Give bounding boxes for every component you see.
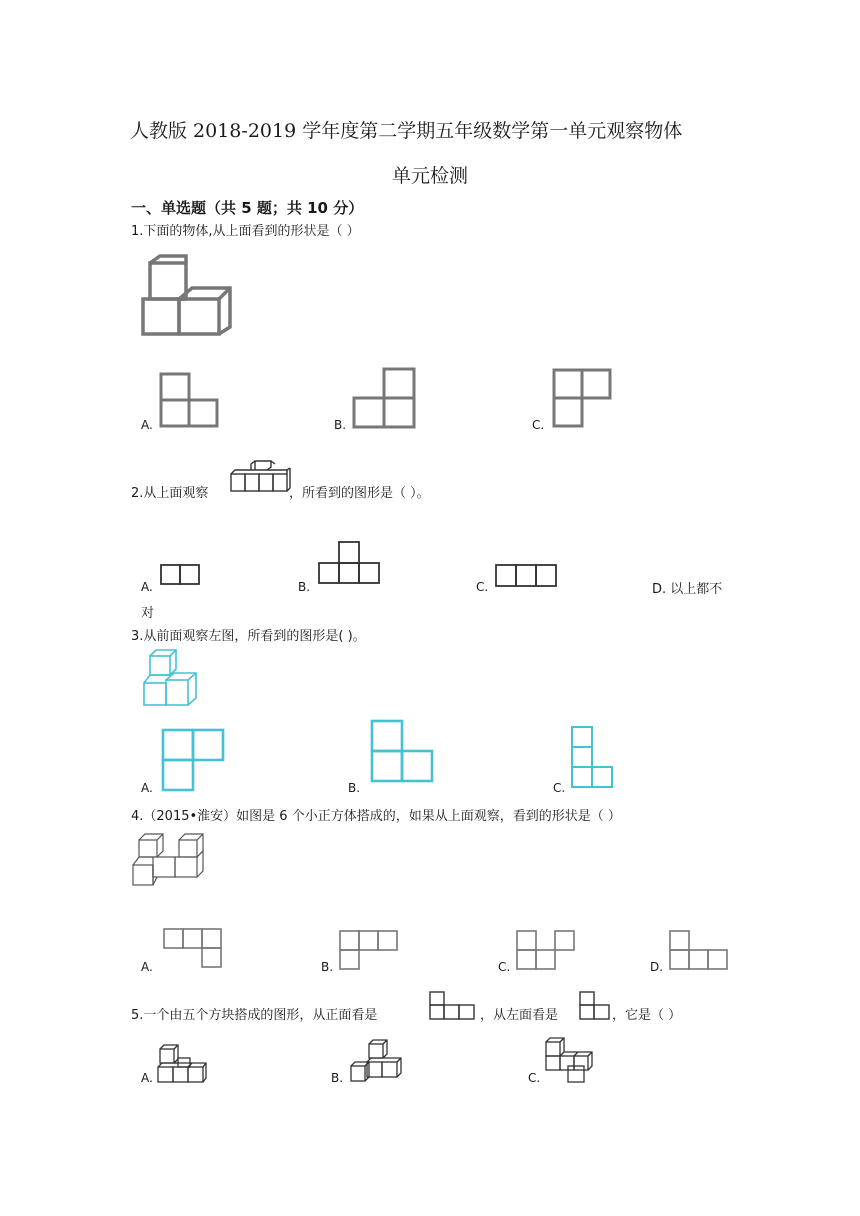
q2-option-a-label[interactable]: A. — [141, 580, 153, 594]
q4-option-d-label[interactable]: D. — [650, 960, 664, 974]
q3-option-a-figure — [161, 728, 225, 792]
q1-option-b-figure — [352, 367, 416, 429]
q1-option-b-label[interactable]: B. — [334, 418, 347, 432]
q2-option-b-figure — [318, 541, 382, 585]
q5-option-b-label[interactable]: B. — [331, 1071, 344, 1085]
q4-option-d-figure — [669, 930, 731, 972]
question-2-stem-part2: ，所看到的图形是（ ）。 — [289, 486, 430, 501]
q4-option-a-figure — [163, 928, 225, 970]
q2-option-d-label[interactable]: D. 以上都不 — [652, 582, 723, 597]
question-5-stem-part1: 5.一个由五个方块搭成的图形，从正面看是 — [131, 1008, 378, 1023]
q1-option-c-label[interactable]: C. — [532, 418, 545, 432]
q4-option-a-label[interactable]: A. — [141, 960, 153, 974]
q4-option-b-figure — [339, 930, 401, 972]
q3-option-b-label[interactable]: B. — [348, 781, 361, 795]
question-4-figure — [131, 832, 207, 888]
q5-option-c-figure — [544, 1036, 598, 1084]
q1-option-a-figure — [159, 372, 219, 428]
question-1-stem: 1.下面的物体,从上面看到的形状是（ ） — [131, 224, 360, 239]
q2-option-c-label[interactable]: C. — [476, 580, 489, 594]
document-subtitle: 单元检测 — [392, 165, 469, 187]
q3-option-a-label[interactable]: A. — [141, 781, 153, 795]
q4-option-c-figure — [516, 930, 578, 972]
question-5-stem-part3: ，它是（ ） — [612, 1008, 682, 1023]
question-5-stem-part2: ，从左面看是 — [480, 1008, 559, 1023]
q2-option-c-figure — [495, 564, 559, 588]
document-title: 人教版 2018-2019 学年度第二学期五年级数学第一单元观察物体 — [130, 120, 683, 142]
q5-option-c-label[interactable]: C. — [528, 1071, 541, 1085]
question-3-figure — [140, 648, 202, 708]
question-1-figure — [140, 255, 240, 337]
q5-option-b-figure — [349, 1038, 405, 1084]
q5-option-a-label[interactable]: A. — [141, 1071, 153, 1085]
q3-option-c-figure — [571, 726, 615, 790]
q3-option-b-figure — [370, 719, 434, 783]
q2-option-d-wrap: 对 — [141, 606, 155, 621]
q3-option-c-label[interactable]: C. — [553, 781, 566, 795]
q5-front-view-figure — [429, 991, 477, 1021]
q2-option-a-figure — [160, 564, 202, 586]
q5-left-view-figure — [579, 991, 613, 1021]
section-heading: 一、单选题（共 5 题；共 10 分） — [131, 199, 364, 217]
q5-option-a-figure — [156, 1043, 208, 1085]
q1-option-c-figure — [552, 368, 612, 428]
q4-option-c-label[interactable]: C. — [498, 960, 511, 974]
question-4-stem: 4.（2015•淮安）如图是 6 个小正方体搭成的，如果从上面观察，看到的形状是（ ） — [131, 809, 621, 824]
q2-option-b-label[interactable]: B. — [298, 580, 311, 594]
q4-option-b-label[interactable]: B. — [321, 960, 334, 974]
question-2-figure — [229, 462, 291, 494]
question-3-stem: 3.从前面观察左图，所看到的图形是( )。 — [131, 629, 366, 644]
q1-option-a-label[interactable]: A. — [141, 418, 153, 432]
question-2-stem-part1: 2.从上面观察 — [131, 486, 209, 501]
